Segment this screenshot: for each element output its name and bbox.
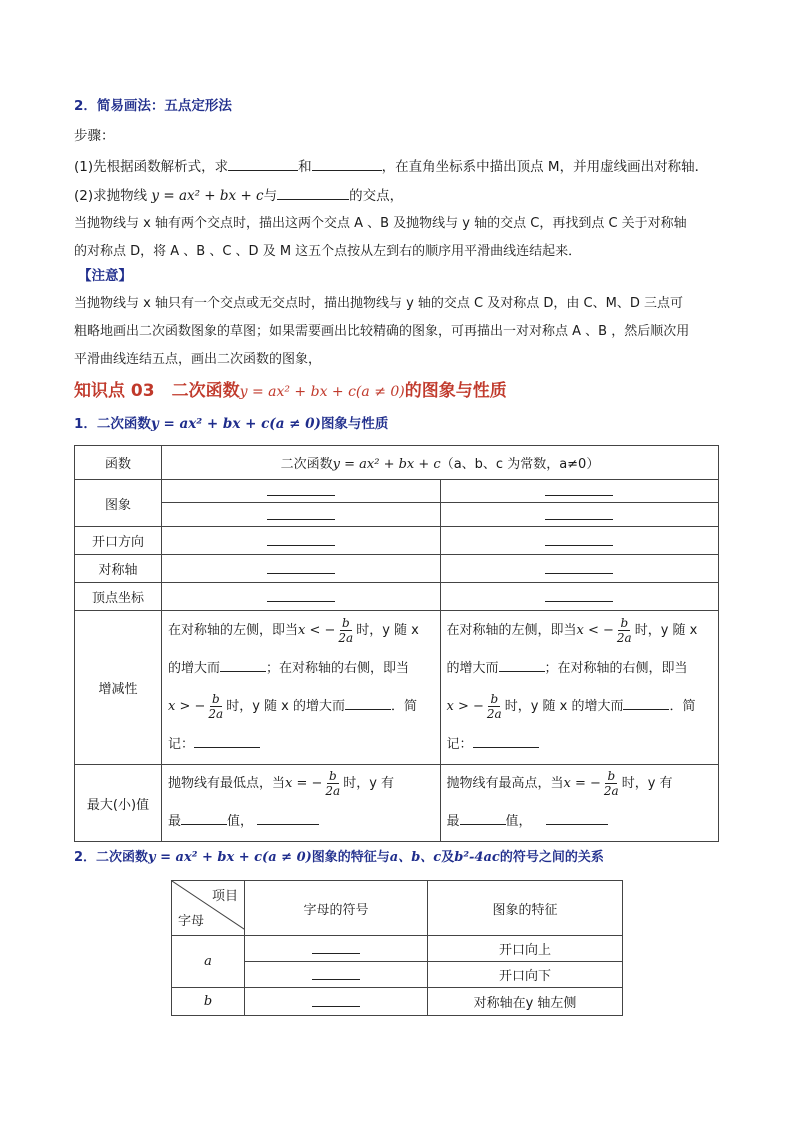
graph-right-top-blank <box>545 482 613 496</box>
ext-left-x: x = − <box>285 776 323 791</box>
mono-left-blank1 <box>220 658 266 672</box>
mono-left-blank3 <box>194 734 260 748</box>
row-ext-label: 最大(小)值 <box>75 765 162 842</box>
mono-left-e: 时，y 随 x 的增大而 <box>226 698 345 714</box>
frac-den: 2a <box>603 784 619 798</box>
knowledge-heading <box>74 376 507 401</box>
ext-right-frac <box>602 769 621 798</box>
table1-title-formula: y = ax² + bx + c(a ≠ 0) <box>150 416 321 432</box>
mono-right-frac2 <box>485 692 504 721</box>
vertex-left-blank <box>267 588 335 602</box>
table2-title-vars: a、b、c <box>389 850 442 865</box>
step2-text-b: 与 <box>263 188 278 204</box>
ext-left-blank1 <box>181 811 227 825</box>
corner-cell <box>172 881 245 936</box>
mono-left-f: ．简 <box>390 698 417 714</box>
mono-left-blank2 <box>345 696 391 710</box>
step2-formula: y = ax² + bx + c <box>151 188 264 204</box>
open-left-blank <box>267 532 335 546</box>
ext-right-d: 值， <box>505 814 532 829</box>
note-line2: 粗略地画出二次函数图象的草图；如果需要画出比较精确的图象，可再描出一对对称点 A 、B ，然后顺次用 <box>74 324 690 339</box>
graph-left-bottom-blank <box>267 506 335 520</box>
step2-line <box>74 185 403 206</box>
table2-title <box>74 848 604 868</box>
table2-title-and: 及 <box>441 850 455 865</box>
knowledge-heading-prefix: 知识点 03 二次函数 <box>74 381 240 401</box>
frac-den: 2a <box>325 784 341 798</box>
corner-bottom: 字母 <box>178 914 205 929</box>
ext-right-blank2 <box>546 811 608 825</box>
col-feature-header: 图象的特征 <box>428 881 623 936</box>
corner-top: 项目 <box>211 889 238 904</box>
mono-right-blank2 <box>623 696 669 710</box>
row-graph-label: 图象 <box>75 480 162 527</box>
row-mono-label: 增减性 <box>75 611 162 765</box>
steps-label: 步骤： <box>74 128 115 144</box>
mono-left-c: 的增大而 <box>168 660 221 676</box>
mono-right-c: 的增大而 <box>446 660 499 676</box>
step2-text-a: (2)求抛物线 <box>74 188 148 204</box>
mono-right-blank3 <box>473 734 539 748</box>
ext-right <box>440 765 719 842</box>
open-left <box>162 527 441 555</box>
mono-left-x2: x > − <box>168 698 206 714</box>
graph-right-bottom-blank <box>545 506 613 520</box>
mono-left-b: 时，y 随 x <box>356 622 419 638</box>
graph-left-top-blank <box>267 482 335 496</box>
table1-title <box>74 414 388 434</box>
graph-right-bottom <box>440 503 719 527</box>
ext-left-blank2 <box>257 811 319 825</box>
frac-den: 2a <box>208 706 224 721</box>
mono-left <box>162 611 441 765</box>
step2-text-c: 的交点， <box>349 188 404 204</box>
mono-left-g: 记： <box>168 736 195 752</box>
axis-left-blank <box>267 560 335 574</box>
para1-line2: 的对称点 D，将 A 、B 、C 、D 及 M 这五个点按从左到右的顺序用平滑曲线连结起来． <box>74 244 582 259</box>
sign-table <box>171 880 623 1016</box>
step2-blank <box>277 185 349 200</box>
row-b-sign1-blank <box>312 993 360 1007</box>
graph-left-top <box>162 480 441 503</box>
mono-right-d: ；在对称轴的右侧，即当 <box>544 660 688 676</box>
mono-left-frac1 <box>336 616 355 645</box>
para1-line1: 当抛物线与 x 轴有两个交点时，描出这两个交点 A 、B 及抛物线与 y 轴的交点 C，再找到点 C 关于对称轴 <box>74 216 687 231</box>
open-right-blank <box>545 532 613 546</box>
frac-num: b <box>211 691 220 706</box>
row-a-sign1 <box>245 936 428 962</box>
row-a-sign2-blank <box>312 966 360 980</box>
table2-title-formula: y = ax² + bx + c(a ≠ 0) <box>148 850 312 865</box>
row-func-label: 函数 <box>75 446 162 480</box>
ext-left-frac <box>323 769 342 798</box>
ext-right-c: 最 <box>446 814 460 829</box>
ext-right-a: 抛物线有最高点，当 <box>446 776 564 791</box>
frac-num: b <box>328 769 337 783</box>
mono-right-blank1 <box>499 658 545 672</box>
row-vertex-label: 顶点坐标 <box>75 583 162 611</box>
table2-title-prefix: 2．二次函数 <box>74 850 149 865</box>
mono-left-x1: x < − <box>298 622 336 638</box>
row-func-formula: y = ax² + bx + c <box>332 457 441 472</box>
mono-right-e: 时，y 随 x 的增大而 <box>504 698 624 714</box>
note-title: 【注意】 <box>78 268 132 284</box>
mono-right-a: 在对称轴的左侧，即当 <box>446 622 577 638</box>
row-func-value <box>162 446 719 480</box>
frac-num: b <box>607 769 616 783</box>
row-a-sign2 <box>245 962 428 988</box>
ext-right-blank1 <box>460 811 506 825</box>
step1-blank-1 <box>228 156 298 171</box>
note-line1: 当抛物线与 x 轴只有一个交点或无交点时，描出抛物线与 y 轴的交点 C 及对称点 D，由 C、M、D 三点可 <box>74 296 683 311</box>
ext-left-a: 抛物线有最低点，当 <box>168 776 286 791</box>
table2-title-suffix2: 的符号之间的关系 <box>499 850 604 865</box>
frac-num: b <box>490 691 499 706</box>
frac-num: b <box>620 615 629 630</box>
vertex-left <box>162 583 441 611</box>
open-right <box>440 527 719 555</box>
row-a-feature1: 开口向上 <box>428 936 623 962</box>
mono-right-f: ．简 <box>669 698 696 714</box>
table1-title-suffix: 图象与性质 <box>320 416 389 432</box>
graph-right-top <box>440 480 719 503</box>
row-b-sign1 <box>245 988 428 1016</box>
mono-left-a: 在对称轴的左侧，即当 <box>168 622 299 638</box>
mono-right-frac1 <box>615 616 634 645</box>
ext-left-d: 值， <box>227 814 254 829</box>
table1-title-prefix: 1．二次函数 <box>74 416 151 432</box>
row-func-prefix: 二次函数 <box>280 457 333 472</box>
ext-left <box>162 765 441 842</box>
mono-left-d: ；在对称轴的右侧，即当 <box>266 660 410 676</box>
mono-left-frac2 <box>206 692 225 721</box>
row-a-feature2: 开口向下 <box>428 962 623 988</box>
row-b-feature1: 对称轴在y 轴左侧 <box>428 988 623 1016</box>
step1-blank-2 <box>312 156 382 171</box>
step1-text-a: (1)先根据函数解析式，求 <box>74 159 229 175</box>
frac-den: 2a <box>486 706 502 721</box>
properties-table <box>74 445 719 842</box>
row-a-label: a <box>172 936 245 988</box>
step1-text-b: 和 <box>298 159 312 175</box>
vertex-right-blank <box>545 588 613 602</box>
ext-right-b: 时，y 有 <box>621 776 673 791</box>
step1-line <box>74 156 708 177</box>
table2-title-suffix1: 图象的特征与 <box>311 850 390 865</box>
mono-right-b: 时，y 随 x <box>634 622 698 638</box>
knowledge-heading-formula: y = ax² + bx + c(a ≠ 0) <box>239 384 405 400</box>
axis-right <box>440 555 719 583</box>
mono-right-g: 记： <box>446 736 473 752</box>
mono-right-x2: x > − <box>446 698 484 714</box>
row-open-label: 开口方向 <box>75 527 162 555</box>
vertex-right <box>440 583 719 611</box>
axis-left <box>162 555 441 583</box>
ext-left-b: 时，y 有 <box>343 776 395 791</box>
row-b-label: b <box>172 988 245 1016</box>
note-line3: 平滑曲线连结五点，画出二次函数的图象， <box>74 352 322 367</box>
mono-right <box>440 611 719 765</box>
step1-text-c: ，在直角坐标系中描出顶点 M，并用虚线画出对称轴． <box>381 159 709 175</box>
row-axis-label: 对称轴 <box>75 555 162 583</box>
ext-left-c: 最 <box>168 814 182 829</box>
ext-right-x: x = − <box>563 776 601 791</box>
frac-den: 2a <box>616 630 632 645</box>
section2-title: 2．简易画法：五点定形法 <box>74 98 232 114</box>
row-a-sign1-blank <box>312 940 360 954</box>
axis-right-blank <box>545 560 613 574</box>
graph-left-bottom <box>162 503 441 527</box>
frac-den: 2a <box>338 630 354 645</box>
table2-title-disc: b²-4ac <box>454 850 500 865</box>
row-func-suffix: （a、b、c 为常数，a≠0） <box>440 457 600 472</box>
mono-right-x1: x < − <box>576 622 614 638</box>
col-sign-header: 字母的符号 <box>245 881 428 936</box>
knowledge-heading-suffix: 的图象与性质 <box>404 381 507 401</box>
frac-num: b <box>341 615 350 630</box>
